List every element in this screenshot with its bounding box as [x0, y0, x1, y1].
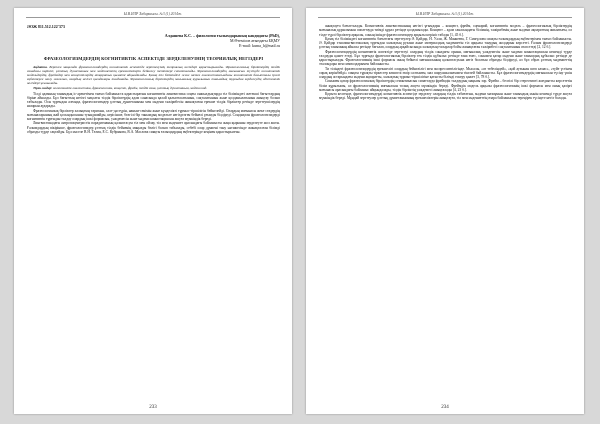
page-number: 233 [149, 405, 157, 410]
right-page-body [319, 24, 572, 400]
right-page [306, 8, 584, 414]
paragraph: Фразеологизмдердің когнитивтік аспектіде зерттелуі олардың тілдік санадағы орнын, мағыналық уәждемесін және мәдени коннотациясын кешенді түрде талдауды қажет етеді. Бұл тұрғыда фразеологиялық бірліктер тек тілдік құбылыс ретінде ғана емес, сонымен қатар мәдени және танымдық құбылыс ретінде де қарастырылады. Фразеологизмнің ішкі формасы оның бейнелі мағынасының қалыптасуына негіз болатын образды білдіреді, ал бұл образ ұлттық мәдениеттің эталондары мен символдарымен байланысты. [319, 49, 572, 67]
udc-code: ӘОЖ 811.512.122'373 [27, 24, 65, 29]
running-head: Ы.В.ИЛР Хабаршысы. №3 (1) 2014ж. [26, 12, 280, 18]
author-block [27, 33, 280, 48]
paragraph: Лингвистикадағы антропоцентристік парадигманың қалыптасуы тіл мен ойлау, тіл мен мәдениет арасындағы байланысты жаңа қырынан зерделеуге жол ашты. Ғалымдардың пікірінше, фразеологизмдер ұлттық тілдік бейненің маңызды бөлігі болып табылады, себебі олар дүниені тану нәтижесінде жинақталған білімді образды түрде сақтайды. Бұл мәселе В.Н. Телия, Е.С. Кубрякова, В.А. Маслова сияқты ғалымдардың еңбектерінде кеңінен қарастырылған. [27, 121, 280, 134]
author-email: E-mail: kuma_h@mail.ru [238, 43, 280, 48]
paragraph: Ти тіліндегі фразеологизмдердің ерекшелігі олардың бейнелілігі мен экспрессивтілігінде. Мысалы, «ат төбеліндей», «қой аузынан шөп алмас», «түйе үстінен сирақ көрінбейді» сияқты тұрақты тіркестер көшпелі өмір салтымен, мал шаруашылығымен тікелей байланысты. Бұл фразеологизмдердің мағынасын түсіну үшін олардың астарындағы мәдени ақпаратты, халықтың тұрмыс-тіршілігіне қатысты білімді ескеру қажет [3, 78 б.]. [319, 66, 572, 79]
paragraph: Фразеологиялық бірліктер халықтың тарихын, салт-дәстүрін, наным-сенімін және күнделікті тұрмыс-тіршілігін бейнелейді. Олардың мағынасы жеке сөздердің мағыналарының жай қосындысынан туындамайды, керісінше, белгілі бір танымдық модельге негізделген бейнелі ұғымды білдіреді. Сондықтан фразеологизмдерді когнитивтік тұрғыдан талдау олардың ішкі формасын, уәждемесін және мәдени коннотациясын ашуға мүмкіндік береді. [27, 108, 280, 122]
page-number: 234 [441, 405, 449, 410]
running-head: Ы.В.ИЛР Хабаршысы. №3 (1) 2014ж. [318, 12, 572, 18]
keywords-label: Тірек сөздер: [33, 86, 53, 91]
article-title: ФРАЗЕОЛОГИЗМДЕРДІҢ КОГНИТИВТІК АСПЕКТІДЕ ЗЕРДЕЛЕНУІНІҢ ТЕОРИЯЛЫҚ НЕГІЗДЕРІ [43, 56, 264, 61]
abstract-label: Аңдатпа. [33, 65, 48, 69]
left-page-body [27, 24, 280, 400]
paragraph: Қорыта келгенде, фразеологизмдерді когнитивтік аспектіде зерделеу олардың тілдік табиғатын, мәдени мазмұнын және танымдық мәнін кешенді түрде ашуға мүмкіндік береді. Мұндай зерттеулер ұлттық дүниетанымның ерекшеліктерін анықтауға, тіл мен мәдениеттің өзара байланысын тереңірек түсінуге негіз болады. [319, 92, 572, 101]
paragraph: Тілді адамның танымдық іс-әрекетімен тығыз байланыста қарастыратын когнитивтік лингвистика соңғы онжылдықтарда тіл біліміндегі жетекші бағыттардың біріне айналды. Бұл бағыттың негізгі мақсаты тілдік бірліктердің адам санасында қалай қалыптасатынын, сақталатынын және қолданылатынын анықтау болып табылады. Осы тұрғыдан алғанда, фразеологизмдер ұлттың дүниетанымы мен мәдени тәжірибесін жинақтаған ерекше тілдік бірліктер ретінде зерттеушілердің назарын аударады. [27, 91, 280, 109]
abstract-text: Берілген мақалада фразеологизмдердің когнитивтік аспектіде зерттелуінің теориялық негіздері қарастырылады. Фразеологиялық бірліктердің тілдік санадағы көрінісі, ұлттық дүниетаным мен мәдениеттің ерекшеліктерін бейнелеу тетіктері сипатталады. Фразеологизмдердің мағынасын түсінуде когнитивтік модельдердің, фреймдер мен концептілердің атқаратын қызметі айқындалады. Қазақ тіл біліміндегі және шетел лингвистикасындағы когнитивтік бағыттағы іргелі еңбектерге шолу жасалып, олардың негізгі қағидалары талданады. Фразеологиялық бірліктердің мағыналық құрылымын танымдық тұрғыдан зерделеудің әдістемелік негіздері ұсынылады. [27, 65, 280, 86]
paragraph: анықтауға бағытталады. Когнитивтік лингвистиканың негізгі ұғымдары – концепт, фрейм, сценарий, когнитивтік модель – фразеологиялық бірліктердің мағыналық құрылымын сипаттауда тиімді құрал ретінде қолданылады. Концепт – адам санасындағы білімнің, тәжірибенің және мәдени ақпараттың жиынтығы, ол тілде түрлі бірліктер арқылы, соның ішінде фразеологизмдер арқылы көрініс табады [1, 45 б.]. [319, 24, 572, 37]
affiliation: М.Өтемісов атындағы БҚМУ [229, 38, 280, 43]
abstract [27, 65, 280, 85]
paragraph: Қазақ тіл біліміндегі когнитивтік бағыттағы зерттеулер Ә. Қайдар, Н. Уәли, Ж. Манкеева, Г. Смағұлова сияқты ғалымдардың еңбектерімен тығыз байланысты. Ә. Қайдар этнолингвистикалық тұрғыдан халықтың рухани және материалдық мәдениетін тіл арқылы танудың жолдарын көрсетті. Ғалым фразеологизмдерді ұлттық танымның айнасы ретінде бағалап, олардың әрқайсысында халықтың ғасырлар бойы жинақтаған тәжірибесі сақталатынын атап өтеді [2, 12 б.]. [319, 36, 572, 50]
paragraph: Сонымен қатар фразеологиялық бірліктердің семантикасын сипаттауда фреймдік талдаудың маңызы зор. Фрейм – белгілі бір стереотипті жағдаятты көрсететін білім құрылымы, ол фразеологизмнің мағынасын толық ашуға мүмкіндік береді. Фреймдік модель арқылы фразеологизмнің ішкі формасы мен оның қазіргі мағынасы арасындағы байланыс айқындалады, тілдік бірліктің уәждемесі анықталады [4, 23 б.]. [319, 79, 572, 92]
author-line: Алдашева К.С. – филология ғылымдарының кандидаты (PhD), [164, 33, 280, 38]
keywords [27, 86, 280, 90]
left-page [14, 8, 292, 414]
keywords-text: когнитивтік лингвистика, фразеологизм, концепт, фрейм, тілдік сана, ұлттық дүниетаным, мәдени код. [53, 86, 208, 91]
